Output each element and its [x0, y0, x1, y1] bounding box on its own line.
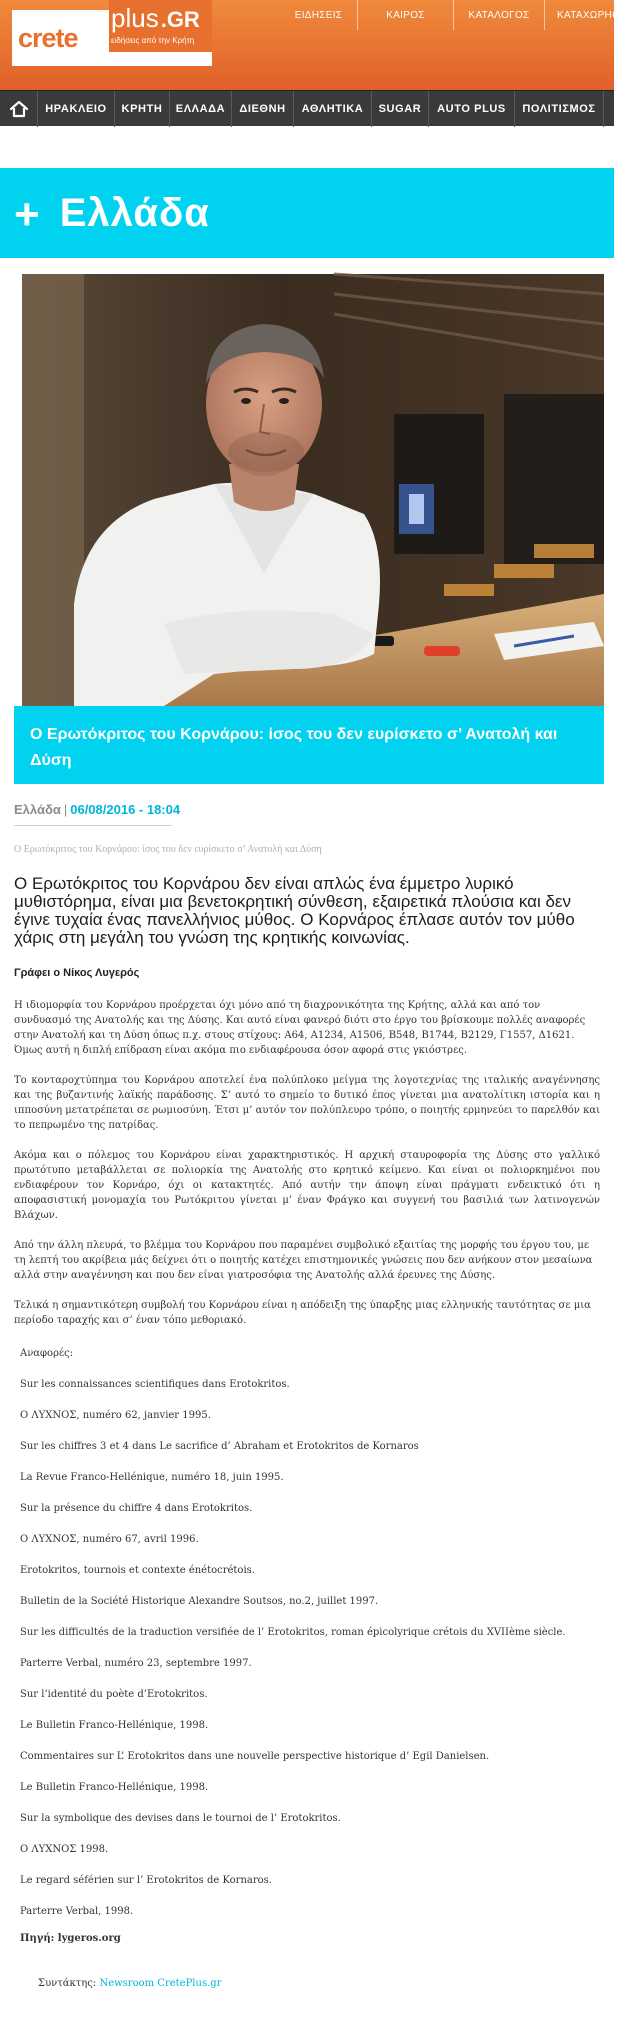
reference-item: O ΛΥΧΝΟΣ 1998. [20, 1844, 109, 1855]
nav-item-world[interactable]: ΔΙΕΘΝΗ [232, 91, 294, 127]
article-photo-image [14, 274, 604, 706]
reference-item: Bulletin de la Société Historique Alexandre Soutsos, no.2, juillet 1997. [20, 1596, 379, 1607]
reference-item: Parterre Verbal, 1998. [20, 1906, 134, 1917]
article-paragraph: Η ιδιομορφία του Κορνάρου προέρχεται όχι μόνο από τη διαχρονικότητα της Κρήτης, αλλά και από τον συνδυασμό της Ανατολής και της Δύσης. Και αυτό είναι φανερό διότι στο έργο του βρίσκουμε πολλές αναφορές στην Ανατολή και τη Δύση όπως π.χ. στους στίχους: A64, A1234, A1506, B548, B1744, B2129, Γ1557, Δ1621. Όμως αυτή η διπλή επίδραση είναι ακόμα πιο ενδιαφέρουσα όσον αφορά στις γκιόστρες. [14, 1000, 586, 1056]
article-source [20, 1933, 614, 1944]
nav-item-crete[interactable]: ΚΡΗΤΗ [115, 91, 170, 127]
reference-item: Le regard séférien sur l’ Erotokritos de Kornaros. [20, 1875, 272, 1886]
section-banner [0, 168, 614, 258]
nav-item-sports[interactable]: ΑΘΛΗΤΙΚΑ [294, 91, 372, 127]
reference-item: O ΛΥΧΝΟΣ, numéro 62, janvier 1995. [20, 1410, 211, 1421]
article-category-link[interactable]: Ελλάδα [14, 802, 61, 817]
article-date: 06/08/2016 - 18:04 [70, 802, 181, 817]
logo-tagline: ειδήσεις από την Κρήτη [111, 36, 195, 45]
nav-item-heraklion[interactable]: ΗΡΑΚΛΕΙΟ [38, 91, 115, 127]
article-photo [14, 274, 604, 706]
page-bottom-spacer [0, 1989, 614, 2029]
article-paragraph: Ακόμα και ο πόλεμος του Κορνάρου είναι χαρακτηριστικός. Η αρχική σταυροφορία της Δύσης στο γαλλικό πρωτότυπο μεταβάλλεται σε πολιορκία της Ανατολής στο κρητικό κείμενο. Και είναι οι πολιορκημένοι που ενδιαφέρουν τον Κορνάρο, όχι οι κατακτητές. Από αυτήν την άποψη είναι πράγματι ενδεικτικό ότι η αποφασιστική μονομαχία του Ρωτόκριτου γίνεται μ’ έναν Φράγκο και συγγενή του βασιλιά των λατινογενών Βλάχων. [14, 1150, 600, 1221]
site-logo[interactable] [12, 3, 212, 66]
site-header [0, 0, 644, 90]
article-caption-box [14, 706, 604, 784]
nav-item-sugar[interactable]: SUGAR [372, 91, 429, 127]
nav-home[interactable] [0, 91, 38, 127]
article-body [14, 998, 600, 1328]
source-value: lygeros.org [57, 1933, 121, 1944]
reference-item: Commentaires sur L’ Erotokritos dans une nouvelle perspective historique d’ Egil Danielsen. [20, 1751, 490, 1762]
editor-link[interactable]: Newsroom CretePlus.gr [99, 1978, 222, 1989]
article-author: Γράφει ο Νίκος Λυγερός [14, 967, 140, 979]
logo-plus: plus [111, 3, 159, 33]
reference-item: O ΛΥΧΝΟΣ, numéro 67, avril 1996. [20, 1534, 199, 1545]
article-title: Ο Ερωτόκριτος του Κορνάρου: ίσος του δεν ευρίσκετο σ’ Ανατολή και Δύση [30, 726, 558, 769]
reference-item: Sur les difficultés de la traduction versifiée de l’ Erotokritos, roman épicolyrique crétois du XVIIème siècle. [20, 1627, 566, 1638]
article-lead: Ο Ερωτόκριτος του Κορνάρου δεν είναι απλώς ένα έμμετρο λυρικό μυθιστόρημα, είναι μια βενετοκρητική σύνθεση, εξαιρετικά πλούσια και δεν έγινε τυχαία ένας πανελλήνιος μύθος. Ο Κορνάρος έπλασε αυτόν τον μύθο χάρις στη μεγάλη του γνώση της κρητικής κοινωνίας. [14, 874, 575, 947]
reference-item: Le Bulletin Franco-Hellénique, 1998. [20, 1720, 209, 1731]
reference-item: Erotokritos, tournois et contexte énétocrétois. [20, 1565, 255, 1576]
reference-item: La Revue Franco-Hellénique, numéro 18, juin 1995. [20, 1472, 284, 1483]
reference-item: Le Bulletin Franco-Hellénique, 1998. [20, 1782, 209, 1793]
meta-separator: | [63, 802, 68, 817]
nav-item-culture[interactable]: ΠΟΛΙΤΙΣΜΟΣ [515, 91, 604, 127]
article-editor [38, 1978, 614, 1989]
nav-item-auto-plus[interactable]: AUTO PLUS [429, 91, 515, 127]
references-list [20, 1338, 614, 1927]
top-link-directory[interactable]: ΚΑΤΑΛΟΓΟΣ [453, 0, 544, 30]
article-paragraph: Τελικά η σημαντικότερη συμβολή του Κορνάρου είναι η απόδειξη της ύπαρξης μιας ελληνικής ταυτότητας σε μια περίοδο ταραχής και σ’ έναν τόπο μεθοριακό. [14, 1300, 591, 1326]
reference-item: Sur la symbolique des devises dans le tournoi de l’ Erotokritos. [20, 1813, 341, 1824]
top-link-weather[interactable]: ΚΑΙΡΟΣ [357, 0, 453, 30]
source-label: Πηγή: [20, 1933, 55, 1944]
logo-plus-block [109, 0, 212, 52]
reference-item: Sur la présence du chiffre 4 dans Erotokritos. [20, 1503, 253, 1514]
article-meta [14, 802, 614, 817]
breadcrumb: Ο Ερωτόκριτος του Κορνάρου: ίσος του δεν ευρίσκετο σ’ Ανατολή και Δύση [14, 844, 322, 855]
references-heading: Αναφορές: [20, 1348, 74, 1359]
section-title: Ελλάδα [59, 190, 210, 235]
reference-item: Sur les chiffres 3 et 4 dans Le sacrifice d’ Abraham et Erotokritos de Kornaros [20, 1441, 419, 1452]
top-links [280, 0, 644, 30]
banner-plus: + [14, 190, 40, 239]
article-paragraph: Από την άλλη πλευρά, το βλέμμα του Κορνάρου που παραμένει συμβολικό εξαιτίας της μορφής του έργου του, με τη λεπτή του ακρίβεια μάς δείχνει ότι ο ποιητής κατέχει επιστημονικές γνώσεις που δεν ανήκουν στον μεσαίωνα αλλά στην αναγέννηση και που δεν είναι γιατροσόφια της Ανατολής αλλά έρευνες της Δύσης. [14, 1240, 593, 1281]
nav-filler [604, 91, 614, 127]
logo-crete: crete [12, 24, 78, 52]
logo-gr: .GR [160, 7, 200, 32]
reference-item: Parterre Verbal, numéro 23, septembre 1997. [20, 1658, 252, 1669]
top-link-register[interactable]: ΚΑΤΑΧΩΡΗΘΕΙΤΕ [544, 0, 614, 30]
reference-item: Sur les connaissances scientifiques dans Erotokritos. [20, 1379, 290, 1390]
article-paragraph: Το κονταροχτύπημα του Κορνάρου αποτελεί ένα πολύπλοκο μείγμα της λογοτεχνίας της ιταλικής αναγέννησης και της βυζαντινής λαϊκής παράδοσης. Σ’ αυτό το σημείο το δυτικό έπος γίνεται μια ανατολίτικη ιστορία και η ιπποσύνη μετατρέπεται σε ρωμιοσύνη. Έτσι μ’ αυτόν τον πολύπλευρο τρόπο, ο ποιητής ερμηνεύει το παρελθόν και το πεπρωμένο της πατρίδας. [14, 1075, 600, 1131]
nav-item-greece[interactable]: ΕΛΛΑΔΑ [170, 91, 232, 127]
top-link-news[interactable]: ΕΙΔΗΣΕΙΣ [294, 9, 343, 21]
meta-divider [14, 825, 172, 826]
editor-label: Συντάκτης: [38, 1978, 97, 1989]
home-icon [9, 100, 29, 118]
main-nav [0, 90, 614, 126]
reference-item: Sur l’identité du poète d’Erotokritos. [20, 1689, 208, 1700]
